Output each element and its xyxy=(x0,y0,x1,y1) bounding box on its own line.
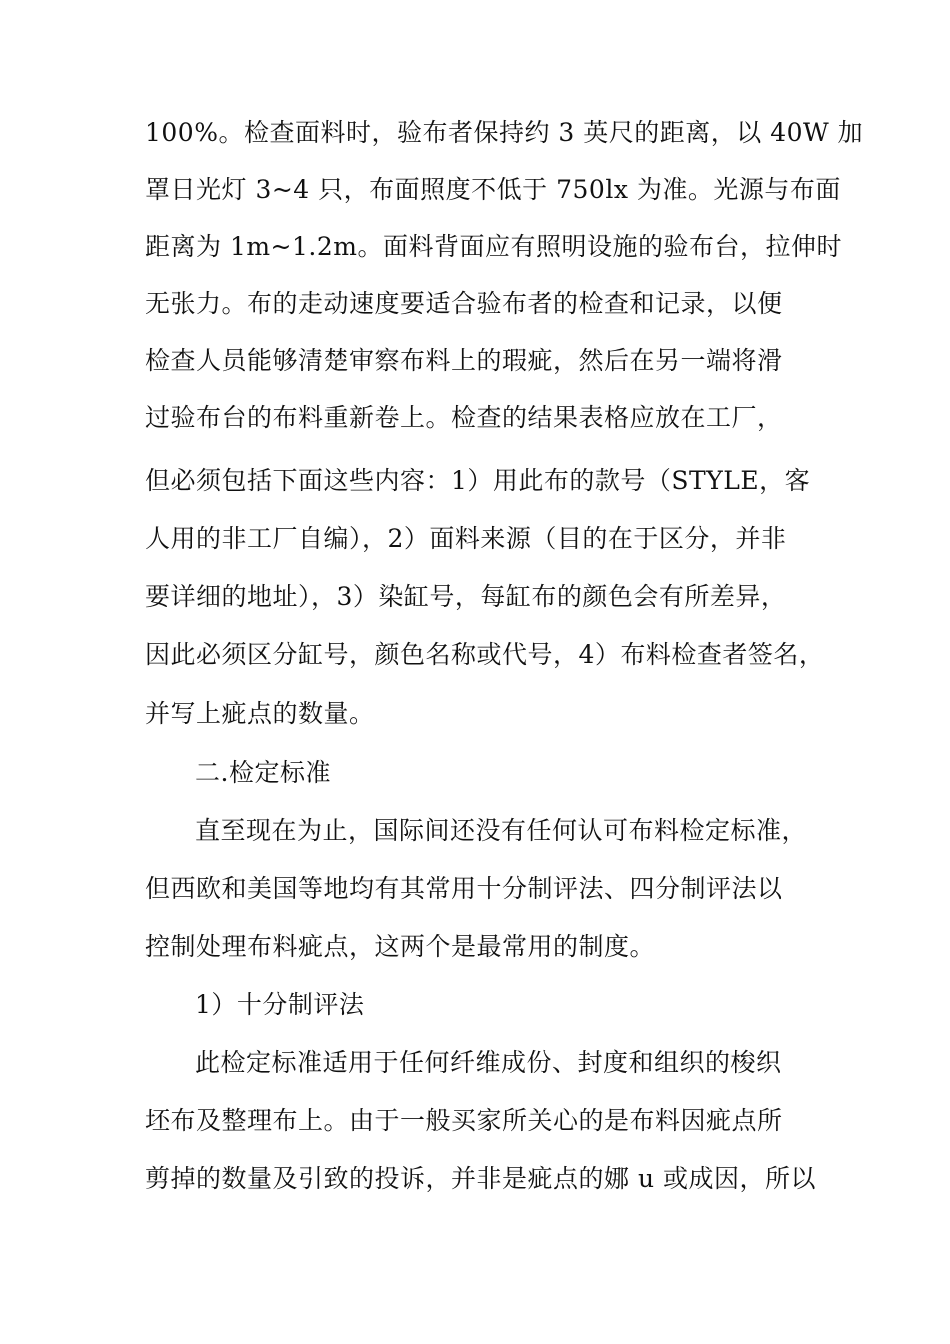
paragraph-first-line: 此检定标准适用于任何纤维成份、封度和组织的梭织 xyxy=(195,1048,782,1077)
section-heading: 二.检定标准 xyxy=(195,758,331,787)
subsection-heading: 1）十分制评法 xyxy=(195,990,365,1019)
text-line: 坯布及整理布上。由于一般买家所关心的是布料因疵点所 xyxy=(145,1106,783,1135)
text-line: 过验布台的布料重新卷上。检查的结果表格应放在工厂， xyxy=(145,403,783,432)
text-line: 要详细的地址），3）染缸号，每缸布的颜色会有所差异， xyxy=(145,582,787,611)
paragraph-first-line: 直至现在为止，国际间还没有任何认可布料检定标准， xyxy=(195,816,808,845)
text-line: 剪掉的数量及引致的投诉，并非是疵点的娜 u 或成因，所以 xyxy=(145,1164,816,1193)
text-line: 100%。检查面料时，验布者保持约 3 英尺的距离，以 40W 加 xyxy=(145,118,864,147)
text-line: 并写上疵点的数量。 xyxy=(145,699,375,728)
text-line: 但必须包括下面这些内容：1）用此布的款号（STYLE，客 xyxy=(145,466,811,495)
text-line: 检查人员能够清楚审察布料上的瑕疵，然后在另一端将滑 xyxy=(145,346,783,375)
text-line: 罩日光灯 3~4 只，布面照度不低于 750lx 为准。光源与布面 xyxy=(145,175,841,204)
text-line: 控制处理布料疵点，这两个是最常用的制度。 xyxy=(145,932,656,961)
text-line: 因此必须区分缸号，颜色名称或代号，4）布料检查者签名， xyxy=(145,640,825,669)
text-line: 但西欧和美国等地均有其常用十分制评法、四分制评法以 xyxy=(145,874,783,903)
text-line: 距离为 1m~1.2m。面料背面应有照明设施的验布台，拉伸时 xyxy=(145,232,842,261)
text-line: 无张力。布的走动速度要适合验布者的检查和记录，以便 xyxy=(145,289,783,318)
text-line: 人用的非工厂自编），2）面料来源（目的在于区分，并非 xyxy=(145,524,787,553)
